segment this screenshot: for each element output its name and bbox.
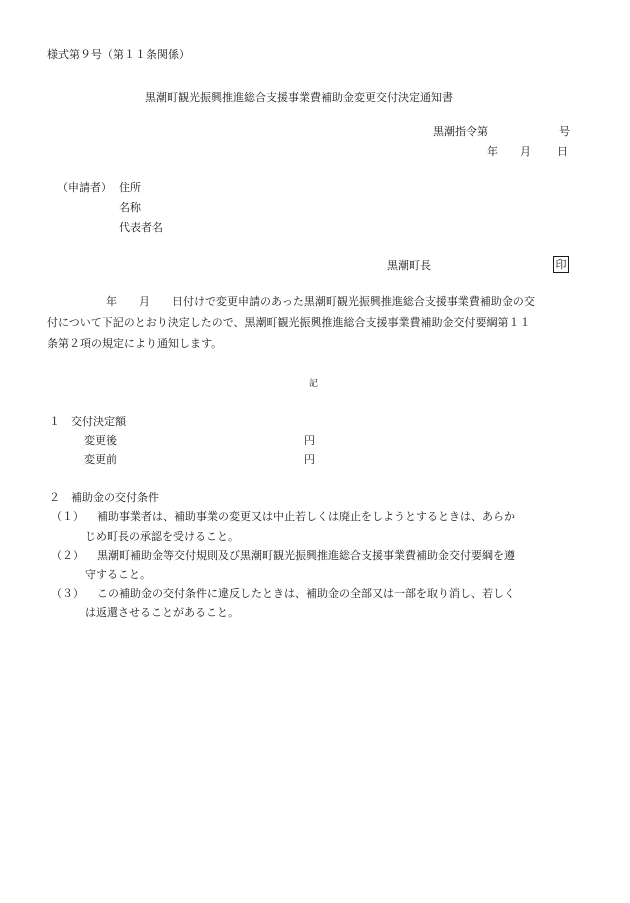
doc-number-suffix: 号 xyxy=(559,125,570,138)
applicant-address-label: 住所 xyxy=(119,181,141,194)
condition-1-number: （１） xyxy=(51,510,84,523)
body-line-1: 年 月 日付けで変更申請のあった黒潮町観光振興推進総合支援事業費補助金の交 xyxy=(95,295,535,308)
form-number: 様式第９号（第１１条関係） xyxy=(47,48,190,61)
amount-after-label: 変更後 xyxy=(84,434,117,447)
doc-number-prefix: 黒潮指令第 xyxy=(433,125,488,138)
section1-heading: １ 交付決定額 xyxy=(49,415,126,428)
amount-before-label: 変更前 xyxy=(84,453,117,466)
date-year: 年 xyxy=(487,145,498,158)
condition-3-line-1: この補助金の交付条件に違反したときは、補助金の全部又は一部を取り消し、若しく xyxy=(97,587,515,600)
date-month: 月 xyxy=(520,145,531,158)
condition-1-line-1: 補助事業者は、補助事業の変更又は中止若しくは廃止をしようとするときは、あらか xyxy=(97,510,515,523)
document-title: 黒潮町観光振興推進総合支援事業費補助金変更交付決定通知書 xyxy=(145,91,453,104)
condition-2-line-1: 黒潮町補助金等交付規則及び黒潮町観光振興推進総合支援事業費補助金交付要綱を遵 xyxy=(97,549,515,562)
applicant-name-label: 名称 xyxy=(119,201,141,214)
amount-before-unit: 円 xyxy=(304,453,315,466)
condition-1-line-2: じめ町長の承認を受けること。 xyxy=(85,530,239,543)
condition-3-number: （３） xyxy=(51,587,84,600)
applicant-label: （申請者） xyxy=(57,181,112,194)
condition-3-line-2: は返還させることがあること。 xyxy=(85,606,239,619)
seal-mark: 印 xyxy=(553,256,569,273)
condition-2-number: （２） xyxy=(51,549,84,562)
section2-heading: ２ 補助金の交付条件 xyxy=(49,491,159,504)
applicant-representative-label: 代表者名 xyxy=(119,221,163,234)
ki-heading: 記 xyxy=(309,379,319,389)
amount-after-unit: 円 xyxy=(304,434,315,447)
body-line-2: 付について下記のとおり決定したので、黒潮町観光振興推進総合支援事業費補助金交付要綱第１１ xyxy=(47,316,531,329)
body-line-3: 条第２項の規定により通知します。 xyxy=(47,337,223,350)
condition-2-line-2: 守すること。 xyxy=(85,568,151,581)
issuer-name: 黒潮町長 xyxy=(387,259,431,272)
date-day: 日 xyxy=(557,145,568,158)
body-paragraph xyxy=(47,291,587,354)
